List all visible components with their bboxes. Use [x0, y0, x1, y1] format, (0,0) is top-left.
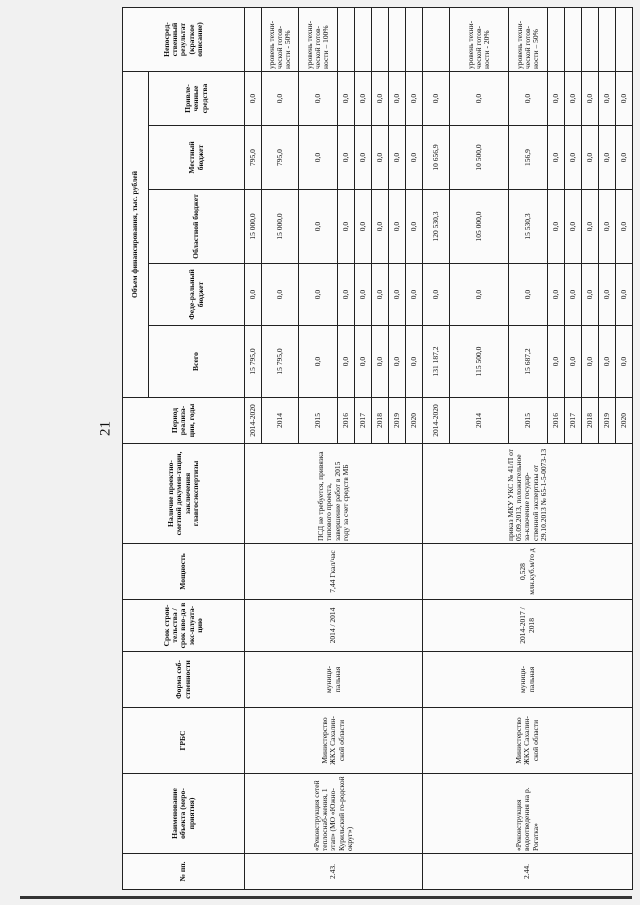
object-name: «Реконструкция водоотведения на р. Рогатка»	[423, 774, 633, 854]
cell-regional: 0,0	[565, 190, 582, 264]
cell-federal: 0,0	[582, 264, 599, 326]
cell-extra: 0,0	[372, 72, 389, 126]
cell-local: 0,0	[582, 126, 599, 190]
cell-total: 0,0	[599, 326, 616, 398]
cell-total: 0,0	[299, 326, 338, 398]
object-period: 2014 / 2014	[245, 600, 423, 652]
cell-year: 2016	[338, 398, 355, 444]
header-result: Непосред-ственный результат (краткое описание)	[123, 8, 245, 72]
cell-result	[338, 8, 355, 72]
object-grbs: Министерство ЖКХ Сахалин-ской области	[423, 708, 633, 774]
cell-total: 115 500,0	[450, 326, 509, 398]
cell-extra: 0,0	[509, 72, 548, 126]
cell-extra: 0,0	[450, 72, 509, 126]
cell-regional: 0,0	[372, 190, 389, 264]
cell-result	[406, 8, 423, 72]
cell-regional: 15 000,0	[262, 190, 299, 264]
cell-total: 0,0	[548, 326, 565, 398]
cell-regional: 15 000,0	[245, 190, 262, 264]
object-capacity: 0,528 млн.куб.м/го д	[423, 544, 633, 600]
cell-federal: 0,0	[262, 264, 299, 326]
header-capacity: Мощность	[123, 544, 245, 600]
cell-result	[245, 8, 262, 72]
cell-regional: 0,0	[582, 190, 599, 264]
cell-regional: 0,0	[355, 190, 372, 264]
cell-local: 156,9	[509, 126, 548, 190]
header-period: Срок строи-тельства / срок вво-да в экс-плуата-цию	[123, 600, 245, 652]
cell-local: 0,0	[406, 126, 423, 190]
cell-federal: 0,0	[299, 264, 338, 326]
object-name: «Реконструкция сетей теплоснаб-жения, 1 этап» (МО «Южно-Курильский го-родской округ»)	[245, 774, 423, 854]
cell-result	[548, 8, 565, 72]
object-ownership: муници-пальная	[423, 652, 633, 708]
cell-extra: 0,0	[406, 72, 423, 126]
cell-total: 131 187,2	[423, 326, 450, 398]
cell-regional: 120 530,3	[423, 190, 450, 264]
object-num: 2.44.	[423, 854, 633, 890]
header-total: Всего	[149, 326, 245, 398]
cell-result: уровень техни-ческой готов-ности – 50%	[509, 8, 548, 72]
object-period: 2014-2017 / 2018	[423, 600, 633, 652]
cell-federal: 0,0	[565, 264, 582, 326]
cell-result	[389, 8, 406, 72]
cell-regional: 0,0	[299, 190, 338, 264]
header-num: № пп.	[123, 854, 245, 890]
cell-federal: 0,0	[338, 264, 355, 326]
table-row	[423, 8, 450, 890]
header-realization: Период реализа-ции, годы	[123, 398, 245, 444]
cell-regional: 0,0	[338, 190, 355, 264]
cell-extra: 0,0	[548, 72, 565, 126]
cell-regional: 105 000,0	[450, 190, 509, 264]
cell-extra: 0,0	[423, 72, 450, 126]
cell-year: 2019	[389, 398, 406, 444]
cell-extra: 0,0	[565, 72, 582, 126]
cell-total: 0,0	[372, 326, 389, 398]
cell-local: 0,0	[338, 126, 355, 190]
cell-local: 0,0	[599, 126, 616, 190]
cell-year: 2018	[582, 398, 599, 444]
scan-edge-bar	[20, 896, 632, 899]
cell-federal: 0,0	[548, 264, 565, 326]
cell-total: 0,0	[338, 326, 355, 398]
cell-total: 15 795,0	[245, 326, 262, 398]
cell-local: 0,0	[372, 126, 389, 190]
cell-result	[565, 8, 582, 72]
cell-total: 0,0	[355, 326, 372, 398]
cell-year: 2015	[299, 398, 338, 444]
cell-result	[372, 8, 389, 72]
cell-extra: 0,0	[599, 72, 616, 126]
cell-local: 795,0	[245, 126, 262, 190]
cell-local: 0,0	[299, 126, 338, 190]
cell-total: 15 795,0	[262, 326, 299, 398]
header-extra: Привле-ченные средства	[149, 72, 245, 126]
cell-year: 2019	[599, 398, 616, 444]
cell-total: 0,0	[389, 326, 406, 398]
object-num: 2.43.	[245, 854, 423, 890]
cell-result: уровень техни-ческой готов-ности - 20%	[450, 8, 509, 72]
cell-extra: 0,0	[299, 72, 338, 126]
header-regional: Областной бюджет	[149, 190, 245, 264]
cell-year: 2018	[372, 398, 389, 444]
cell-federal: 0,0	[355, 264, 372, 326]
cell-result	[355, 8, 372, 72]
header-federal: Феде-ральный бюджет	[149, 264, 245, 326]
funding-table	[122, 7, 633, 890]
header-local: Местный бюджет	[149, 126, 245, 190]
cell-result	[599, 8, 616, 72]
cell-year: 2015	[509, 398, 548, 444]
cell-local: 0,0	[355, 126, 372, 190]
header-grbs: ГРБС	[123, 708, 245, 774]
cell-local: 795,0	[262, 126, 299, 190]
cell-federal: 0,0	[372, 264, 389, 326]
cell-regional: 0,0	[406, 190, 423, 264]
cell-result	[616, 8, 633, 72]
table-row	[245, 8, 262, 890]
cell-year: 2014	[450, 398, 509, 444]
object-capacity: 7,44 Гкал/час	[245, 544, 423, 600]
cell-extra: 0,0	[616, 72, 633, 126]
cell-local: 0,0	[389, 126, 406, 190]
cell-extra: 0,0	[389, 72, 406, 126]
cell-regional: 0,0	[616, 190, 633, 264]
cell-year: 2014-2020	[423, 398, 450, 444]
cell-total: 0,0	[565, 326, 582, 398]
cell-federal: 0,0	[616, 264, 633, 326]
cell-regional: 0,0	[548, 190, 565, 264]
cell-year: 2014	[262, 398, 299, 444]
cell-result: уровень техни-ческой готов-ности - 50%	[262, 8, 299, 72]
cell-extra: 0,0	[262, 72, 299, 126]
rotated-table-wrapper	[122, 8, 628, 890]
cell-result	[423, 8, 450, 72]
cell-local: 0,0	[548, 126, 565, 190]
cell-year: 2017	[355, 398, 372, 444]
cell-federal: 0,0	[389, 264, 406, 326]
cell-regional: 15 530,3	[509, 190, 548, 264]
header-docs: Наличие проектно-сметной докумен-тации, заключения главгосэкспертизы	[123, 444, 245, 544]
header-ownership: Форма соб-ственности	[123, 652, 245, 708]
object-grbs: Министерство ЖКХ Сахалин-ской области	[245, 708, 423, 774]
cell-local: 10 500,0	[450, 126, 509, 190]
cell-year: 2020	[616, 398, 633, 444]
cell-total: 0,0	[406, 326, 423, 398]
cell-federal: 0,0	[599, 264, 616, 326]
cell-total: 0,0	[582, 326, 599, 398]
cell-local: 0,0	[616, 126, 633, 190]
cell-federal: 0,0	[406, 264, 423, 326]
cell-federal: 0,0	[509, 264, 548, 326]
header-funding-group: Объем финансирования, тыс. рублей	[123, 72, 149, 398]
cell-local: 0,0	[565, 126, 582, 190]
page-number: 21	[97, 421, 114, 436]
cell-result: уровень техни-ческой готов-ности – 100%	[299, 8, 338, 72]
header-name: Наименование объекта (меро-приятия)	[123, 774, 245, 854]
object-docs: приказ МКУ УКС № 41/П от 05.09.2013, положительное за-ключение государ-ственной экспертизы от 29.10.2013 № 65-1-5-0073-13	[423, 444, 633, 544]
table-body	[245, 8, 633, 890]
cell-extra: 0,0	[338, 72, 355, 126]
cell-total: 15 687,2	[509, 326, 548, 398]
cell-regional: 0,0	[599, 190, 616, 264]
cell-federal: 0,0	[245, 264, 262, 326]
cell-extra: 0,0	[245, 72, 262, 126]
cell-year: 2017	[565, 398, 582, 444]
cell-federal: 0,0	[423, 264, 450, 326]
cell-year: 2020	[406, 398, 423, 444]
cell-local: 10 656,9	[423, 126, 450, 190]
cell-federal: 0,0	[450, 264, 509, 326]
object-ownership: муници-пальная	[245, 652, 423, 708]
cell-year: 2016	[548, 398, 565, 444]
cell-total: 0,0	[616, 326, 633, 398]
cell-year: 2014-2020	[245, 398, 262, 444]
cell-extra: 0,0	[582, 72, 599, 126]
cell-extra: 0,0	[355, 72, 372, 126]
object-docs: ПСД не требуется, привязка типового проекта, завершение работ в 2015 году за счет средств МБ	[245, 444, 423, 544]
cell-result	[582, 8, 599, 72]
cell-regional: 0,0	[389, 190, 406, 264]
